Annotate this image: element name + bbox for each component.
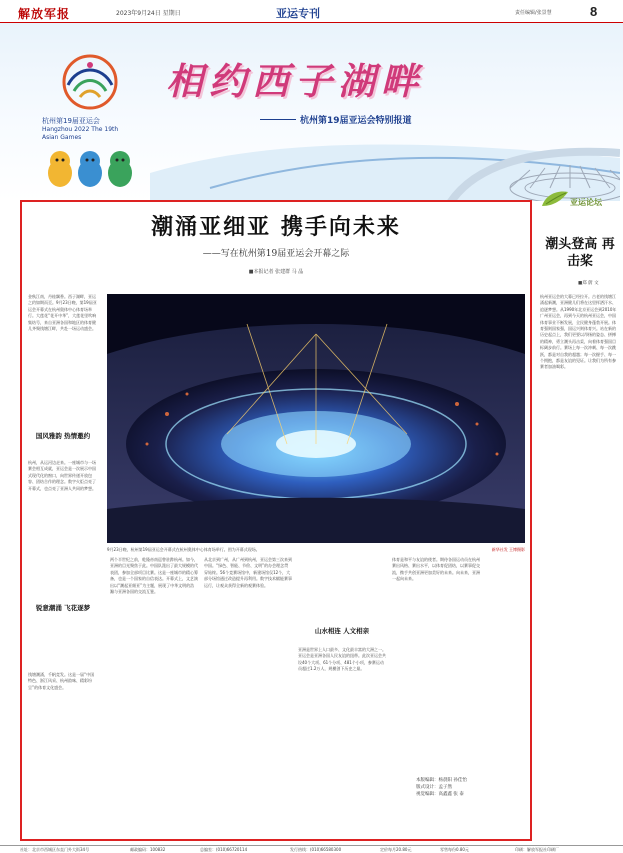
photo-credit: 新华社发 王博摄影 [491, 547, 525, 552]
photo-caption [107, 547, 525, 553]
issue-date: 2023年9月24日 星期日 [116, 10, 181, 17]
footer-printer: 印刷：解放军报社印刷厂 [515, 847, 559, 852]
ceremony-photo [107, 294, 525, 543]
page-number: 8 [590, 4, 598, 19]
games-name-english: Hangzhou 2022 The 19th Asian Games [42, 126, 119, 141]
article-headline: 潮涌亚细亚 携手向未来 [151, 214, 401, 240]
footer-address: 社址：北京市西城区东直门外大街34号 [20, 847, 90, 852]
credit-line: 本版编辑：杨晨阳 孙佳怡 [416, 778, 467, 783]
banner-rule [260, 119, 296, 120]
leaf-icon [540, 188, 570, 210]
article-column-4: 亚洲是世界上人口最多、文化最丰富的大洲之一。亚运会是亚洲各国人民友谊的纽带。此次亚运会共设40个大项、61个分项、481个小项，参赛运动员超过1.2万人，规模创下历史之最。 [298, 647, 386, 672]
article-byline: ■本报记者 张建群 马 晶 [248, 269, 304, 275]
responsible-editor: 责任编辑/张景慧 [515, 10, 552, 16]
page-header [0, 0, 623, 23]
footer-postcode: 邮政编码：100832 [130, 847, 166, 852]
mascots-icon [40, 143, 140, 198]
page-banner [0, 23, 623, 201]
newspaper-logo: 解放军报 [18, 7, 71, 21]
article-column-1: 金秋江南，丹桂飘香。西子湖畔，亚运之约如期而至。9月23日晚，第19届亚运会开幕式在杭州奥体中心体育场举行。大莲花“花开中华”，大莲花里吹响集结号，来自亚洲各国和地区的体育健儿齐聚钱塘江畔，共赴一场运动盛会。 [28, 294, 97, 332]
banner-title: 相约西子湖畔 [166, 59, 424, 103]
column-body: 杭州亚运会的大幕已经拉开。古老的钱塘江涌起新潮，亚洲健儿们将在这里挥洒汗水、追逐梦想。从1990年北京亚运会到2010年广州亚运会，再到今天的杭州亚运会，中国体育事业不断发展，全民健身蓬勃开展。体育强则国家强，国运兴则体育兴。站在新的历史起点上，我们更要以昂扬的姿态、拼搏的精神，勇立潮头再击桨，向着体育强国目标阔步前行。赛场上每一次冲刺、每一次跳跃，都是对自我的超越；每一次握手、每一个拥抱，都是友谊的见证。让我们为所有参赛者加油喝彩。 [540, 294, 617, 370]
section-title: 亚运专刊 [276, 7, 320, 20]
stadium-image [107, 294, 525, 543]
footer-phone: 总编室：(010)66720114 [200, 847, 248, 852]
footer-price: 定价每月20.80元 [380, 847, 412, 852]
column-label: 亚运论坛 [570, 197, 602, 207]
games-name-chinese: 杭州第19届亚运会 [42, 117, 100, 125]
lead-article [20, 200, 532, 841]
asian-games-emblem-icon [50, 51, 130, 113]
article-column-1b: 杭州，从运河边走来。一座城市与一场赛会相互成就，亚运会是一次展示中国式现代化的窗口，向世界传递开放包容、团结合作的理念。数字火炬点亮了开幕式，也点亮了亚洲人共同的梦想。 [28, 460, 96, 491]
column-author: ■郑 蔚 文 [578, 281, 599, 286]
footer-retail: 零售每份0.80元 [440, 847, 469, 852]
article-column-3: 从北京到广州，从广州到杭州，亚运会第三次来到中国。“绿色、智能、节俭、文明”的办会理念贯穿始终。56个竞赛场馆中，新建场馆仅12个，大部分场馆通过改造提升再利用。数字技术赋能赛事运行，让观众获得全新的观赛体验。 [204, 557, 292, 588]
column-headline: 潮头登高 再击桨 [545, 237, 615, 269]
page-credits [416, 777, 516, 798]
article-column-1c: 钱塘潮涌，千帆竞发。这是一届“中国特色、浙江风采、杭州韵味、精彩纷呈”的体育文化盛会。 [28, 672, 95, 690]
credit-line: 视觉编辑：高鑫鑫 张 泰 [416, 792, 464, 797]
section-subtitle-2: 山水相连 人文相亲 [314, 627, 370, 635]
article-column-2: 两个半世纪之前，乾隆帝南巡曾驻跸杭州。如今，亚洲的目光聚焦于此。中国队派出了最大规模的代表团，参加全部项目比赛。这是一座城市的精心筹备，也是一个国家的自信表达。开幕式上，文艺演出以“潮起亚细亚”为主题，展现了中华文明的浩瀚与亚洲各国的交流互鉴。 [110, 557, 198, 595]
article-column-5: 体育是和平与友谊的使者。期待各国运动员在杭州赛出风格、赛出水平，以体育促团结，以赛事促交流，携手共创亚洲更加美好的未来。向未来，亚洲一起向未来。 [392, 557, 480, 582]
credit-line: 版式设计：孟子然 [416, 785, 452, 790]
banner-subtitle: 杭州第19届亚运会特别报道 [300, 116, 412, 126]
footer-ads: 发行热线：(010)66580300 [290, 847, 342, 852]
caption-text: 9月23日晚，杭州第19届亚运会开幕式在杭州奥体中心体育场举行。图为开幕式现场。 [107, 547, 260, 552]
section-subtitle-3: 锐意潮涌 飞花逐梦 [35, 604, 91, 612]
section-subtitle-1: 国风雅韵 热情邀约 [35, 432, 91, 440]
article-subhead: ——写在杭州第19届亚运会开幕之际 [202, 249, 350, 259]
